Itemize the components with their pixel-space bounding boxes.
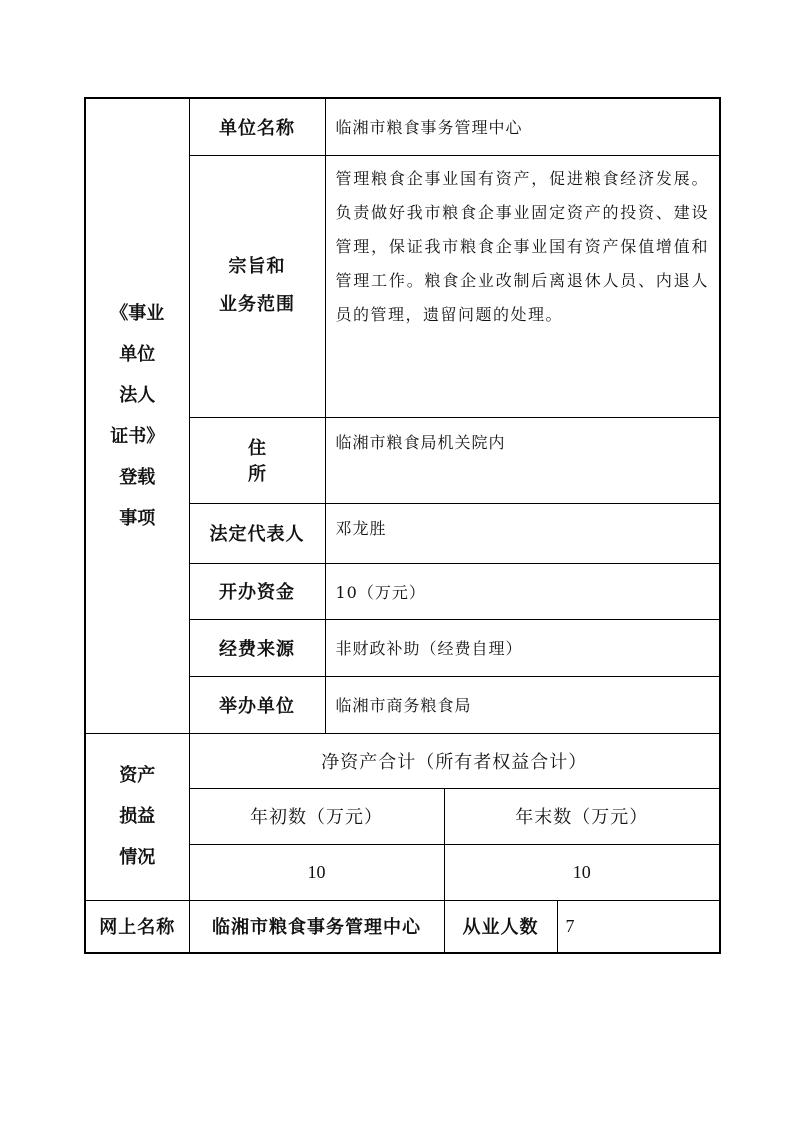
scope-label bbox=[189, 155, 325, 417]
address-value: 临湘市粮食局机关院内 bbox=[325, 417, 720, 503]
begin-year-value: 10 bbox=[189, 844, 444, 900]
begin-year-label: 年初数（万元） bbox=[189, 788, 444, 844]
scope-label-line: 宗旨和 bbox=[228, 256, 286, 277]
side-line: 事项 bbox=[119, 507, 156, 529]
side-line: 《事业 bbox=[110, 302, 165, 324]
staff-count-value: 7 bbox=[557, 900, 720, 953]
net-assets-header: 净资产合计（所有者权益合计） bbox=[189, 733, 720, 788]
side-line: 法人 bbox=[119, 384, 156, 406]
end-year-label: 年末数（万元） bbox=[444, 788, 720, 844]
scope-label-line: 业务范围 bbox=[219, 294, 295, 315]
sponsor-value: 临湘市商务粮食局 bbox=[325, 676, 720, 733]
certificate-side-label bbox=[85, 98, 189, 733]
online-name-value: 临湘市粮食事务管理中心 bbox=[189, 900, 444, 953]
online-name-label: 网上名称 bbox=[85, 900, 189, 953]
capital-label: 开办资金 bbox=[189, 563, 325, 619]
end-year-value: 10 bbox=[444, 844, 720, 900]
unit-name-value: 临湘市粮食事务管理中心 bbox=[325, 98, 720, 155]
side-line: 单位 bbox=[119, 343, 156, 365]
sponsor-label: 举办单位 bbox=[189, 676, 325, 733]
legal-rep-value: 邓龙胜 bbox=[325, 503, 720, 563]
row-unit-name bbox=[85, 98, 720, 155]
registration-table bbox=[84, 97, 721, 954]
funding-source-value: 非财政补助（经费自理） bbox=[325, 619, 720, 676]
row-footer bbox=[85, 900, 720, 953]
assets-side-label bbox=[85, 733, 189, 900]
side-line: 情况 bbox=[119, 847, 156, 868]
side-line: 损益 bbox=[119, 806, 156, 827]
address-label: 住所 bbox=[189, 417, 325, 503]
side-line: 登载 bbox=[119, 466, 156, 488]
legal-rep-label: 法定代表人 bbox=[189, 503, 325, 563]
staff-count-label: 从业人数 bbox=[444, 900, 557, 953]
row-assets-header bbox=[85, 733, 720, 788]
unit-name-label: 单位名称 bbox=[189, 98, 325, 155]
side-line: 资产 bbox=[119, 765, 156, 786]
side-line: 证书》 bbox=[110, 425, 165, 447]
capital-value: 10（万元） bbox=[325, 563, 720, 619]
scope-value: 管理粮食企事业国有资产，促进粮食经济发展。负责做好我市粮食企事业固定资产的投资、建设管理，保证我市粮食企事业国有资产保值增值和管理工作。粮食企业改制后离退休人员、内退人员的管理，遗留问题的处理。 bbox=[325, 155, 720, 417]
funding-source-label: 经费来源 bbox=[189, 619, 325, 676]
